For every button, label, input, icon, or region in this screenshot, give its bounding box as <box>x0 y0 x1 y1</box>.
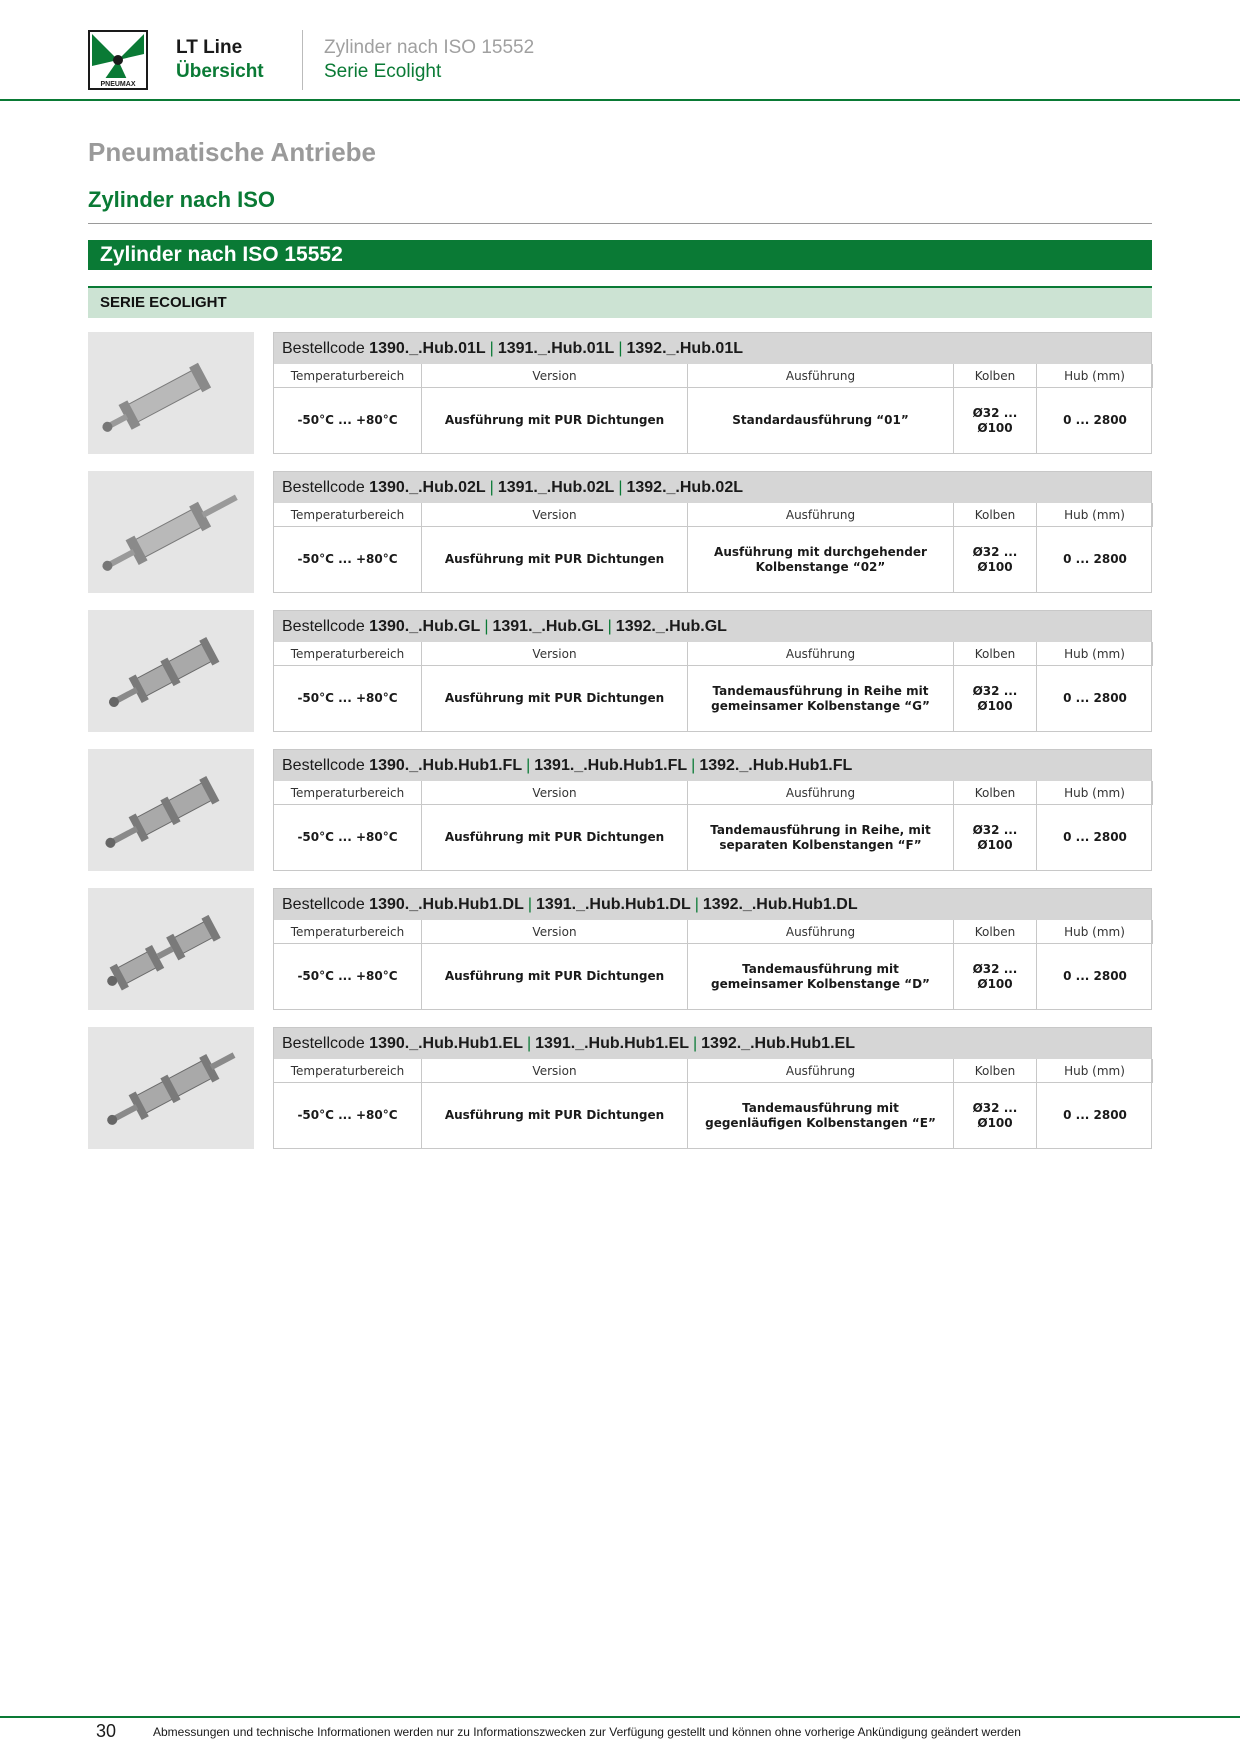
column-header: Kolben <box>954 1059 1037 1083</box>
order-code-line <box>274 889 1151 920</box>
spec-grid <box>274 781 1151 870</box>
product-table <box>273 610 1152 732</box>
header-rule <box>0 99 1240 101</box>
serie-band: SERIE ECOLIGHT <box>88 286 1152 318</box>
code-separator: | <box>489 340 494 357</box>
spec-hub: 0 ... 2800 <box>1063 830 1127 844</box>
column-header: Temperaturbereich <box>274 364 422 388</box>
order-code: 1392._.Hub.Hub1.EL <box>701 1035 855 1052</box>
page-title: Pneumatische Antriebe <box>88 137 377 167</box>
code-separator: | <box>527 1035 532 1052</box>
order-code-label: Bestellcode <box>282 479 370 496</box>
column-header: Temperaturbereich <box>274 642 422 666</box>
column-header: Temperaturbereich <box>274 920 422 944</box>
pneumax-logo <box>88 30 148 90</box>
order-code: 1391._.Hub.02L <box>497 479 615 496</box>
product-row <box>88 332 1152 454</box>
order-code: 1392._.Hub.Hub1.FL <box>699 757 853 774</box>
column-header: Hub (mm) <box>1037 1059 1153 1083</box>
spec-grid <box>274 1059 1151 1148</box>
order-code-line <box>274 611 1151 642</box>
logo-wordmark: PNEUMAX <box>100 81 136 88</box>
header-line-name: LT Line <box>176 37 243 58</box>
order-code: 1392._.Hub.GL <box>615 618 727 635</box>
header-section-title <box>176 36 264 84</box>
spec-hub: 0 ... 2800 <box>1063 969 1127 983</box>
spec-version: Ausführung mit PUR Dichtungen <box>422 666 688 731</box>
column-header: Ausführung <box>688 1059 954 1083</box>
footer-rule <box>0 1716 1240 1718</box>
spec-temp: -50°C ... +80°C <box>274 805 422 870</box>
spec-kolben: Ø32 ... Ø100 <box>954 1083 1037 1148</box>
order-code-label: Bestellcode <box>282 340 370 357</box>
order-code: 1391._.Hub.Hub1.FL <box>534 757 688 774</box>
spec-temp: -50°C ... +80°C <box>274 527 422 592</box>
order-code-label: Bestellcode <box>282 896 370 913</box>
spec-grid <box>274 503 1151 592</box>
page-header <box>0 0 1240 102</box>
column-header: Kolben <box>954 364 1037 388</box>
spec-temp: -50°C ... +80°C <box>274 1083 422 1148</box>
order-code: 1392._.Hub.02L <box>626 479 743 496</box>
code-separator: | <box>484 618 489 635</box>
cylinder-image <box>88 471 254 593</box>
order-code: 1390._.Hub.01L <box>369 340 486 357</box>
column-header: Version <box>422 503 688 527</box>
spec-hub: 0 ... 2800 <box>1063 552 1127 566</box>
page-number: 30 <box>96 1721 117 1741</box>
order-code: 1392._.Hub.Hub1.DL <box>702 896 858 913</box>
product-row <box>88 1027 1152 1149</box>
column-header: Temperaturbereich <box>274 1059 422 1083</box>
order-code: 1390._.Hub.GL <box>369 618 481 635</box>
code-separator: | <box>618 479 623 496</box>
column-header: Version <box>422 781 688 805</box>
spec-kolben: Ø32 ... Ø100 <box>954 527 1037 592</box>
cylinder-image <box>88 1027 254 1149</box>
spec-version: Ausführung mit PUR Dichtungen <box>422 1083 688 1148</box>
spec-version: Ausführung mit PUR Dichtungen <box>422 944 688 1009</box>
column-header: Kolben <box>954 503 1037 527</box>
product-row <box>88 749 1152 871</box>
spec-ausfuehrung: Tandemausführung in Reihe, mit separaten Kolbenstangen “F” <box>688 805 954 870</box>
spec-temp: -50°C ... +80°C <box>274 666 422 731</box>
code-separator: | <box>489 479 494 496</box>
order-code: 1391._.Hub.Hub1.EL <box>535 1035 689 1052</box>
column-header: Hub (mm) <box>1037 781 1153 805</box>
code-separator: | <box>526 757 531 774</box>
column-header: Temperaturbereich <box>274 503 422 527</box>
spec-hub: 0 ... 2800 <box>1063 691 1127 705</box>
column-header: Hub (mm) <box>1037 920 1153 944</box>
spec-kolben: Ø32 ... Ø100 <box>954 388 1037 453</box>
column-header: Version <box>422 642 688 666</box>
spec-version: Ausführung mit PUR Dichtungen <box>422 805 688 870</box>
column-header: Hub (mm) <box>1037 642 1153 666</box>
order-code-line <box>274 472 1151 503</box>
column-header: Ausführung <box>688 920 954 944</box>
code-separator: | <box>607 618 612 635</box>
spec-ausfuehrung: Tandemausführung mit gegenläufigen Kolbenstangen “E” <box>688 1083 954 1148</box>
code-separator: | <box>694 896 699 913</box>
header-topic <box>324 36 534 84</box>
product-row <box>88 610 1152 732</box>
order-code-label: Bestellcode <box>282 618 370 635</box>
column-header: Temperaturbereich <box>274 781 422 805</box>
order-code-label: Bestellcode <box>282 757 370 774</box>
column-header: Kolben <box>954 920 1037 944</box>
cylinder-image <box>88 332 254 454</box>
spec-grid <box>274 364 1151 453</box>
order-code: 1392._.Hub.01L <box>626 340 743 357</box>
column-header: Ausführung <box>688 642 954 666</box>
order-code: 1390._.Hub.Hub1.DL <box>369 896 524 913</box>
spec-ausfuehrung: Ausführung mit durchgehender Kolbenstange “02” <box>688 527 954 592</box>
code-separator: | <box>618 340 623 357</box>
column-header: Kolben <box>954 642 1037 666</box>
cylinder-image <box>88 888 254 1010</box>
spec-grid <box>274 920 1151 1009</box>
column-header: Ausführung <box>688 364 954 388</box>
order-code-label: Bestellcode <box>282 1035 370 1052</box>
column-header: Version <box>422 1059 688 1083</box>
order-code: 1390._.Hub.Hub1.FL <box>369 757 523 774</box>
order-code: 1391._.Hub.Hub1.DL <box>536 896 691 913</box>
product-table <box>273 1027 1152 1149</box>
cylinder-image <box>88 610 254 732</box>
spec-ausfuehrung: Standardausführung “01” <box>688 388 954 453</box>
order-code-line <box>274 750 1151 781</box>
product-row <box>88 471 1152 593</box>
order-code: 1390._.Hub.Hub1.EL <box>369 1035 523 1052</box>
spec-kolben: Ø32 ... Ø100 <box>954 666 1037 731</box>
order-code-line <box>274 333 1151 364</box>
order-code: 1391._.Hub.01L <box>497 340 615 357</box>
product-table <box>273 888 1152 1010</box>
header-topic-line2: Serie Ecolight <box>324 61 442 82</box>
section-title: Zylinder nach ISO <box>88 187 276 212</box>
product-row <box>88 888 1152 1010</box>
section-rule <box>88 223 1152 224</box>
cylinder-image <box>88 749 254 871</box>
order-code: 1390._.Hub.02L <box>369 479 486 496</box>
column-header: Ausführung <box>688 503 954 527</box>
column-header: Hub (mm) <box>1037 364 1153 388</box>
spec-version: Ausführung mit PUR Dichtungen <box>422 527 688 592</box>
category-band: Zylinder nach ISO 15552 <box>88 240 1152 270</box>
header-line-overview: Übersicht <box>176 61 264 82</box>
order-code: 1391._.Hub.GL <box>492 618 604 635</box>
spec-hub: 0 ... 2800 <box>1063 1108 1127 1122</box>
header-topic-line1: Zylinder nach ISO 15552 <box>324 37 535 58</box>
spec-temp: -50°C ... +80°C <box>274 944 422 1009</box>
product-table <box>273 749 1152 871</box>
spec-temp: -50°C ... +80°C <box>274 388 422 453</box>
column-header: Ausführung <box>688 781 954 805</box>
spec-ausfuehrung: Tandemausführung mit gemeinsamer Kolbenstange “D” <box>688 944 954 1009</box>
column-header: Kolben <box>954 781 1037 805</box>
spec-hub: 0 ... 2800 <box>1063 413 1127 427</box>
header-divider <box>302 30 303 90</box>
code-separator: | <box>692 1035 698 1052</box>
column-header: Version <box>422 920 688 944</box>
product-table <box>273 332 1152 454</box>
footer-note: Abmessungen und technische Informationen werden nur zu Informationszwecken zur Verfügung gestellt und können ohne vorherige Ankündigung geändert werden <box>153 1725 1021 1739</box>
spec-kolben: Ø32 ... Ø100 <box>954 805 1037 870</box>
spec-ausfuehrung: Tandemausführung in Reihe mit gemeinsamer Kolbenstange “G” <box>688 666 954 731</box>
column-header: Hub (mm) <box>1037 503 1153 527</box>
spec-version: Ausführung mit PUR Dichtungen <box>422 388 688 453</box>
code-separator: | <box>527 896 533 913</box>
spec-grid <box>274 642 1151 731</box>
column-header: Version <box>422 364 688 388</box>
order-code-line <box>274 1028 1151 1059</box>
product-table <box>273 471 1152 593</box>
code-separator: | <box>691 757 696 774</box>
spec-kolben: Ø32 ... Ø100 <box>954 944 1037 1009</box>
